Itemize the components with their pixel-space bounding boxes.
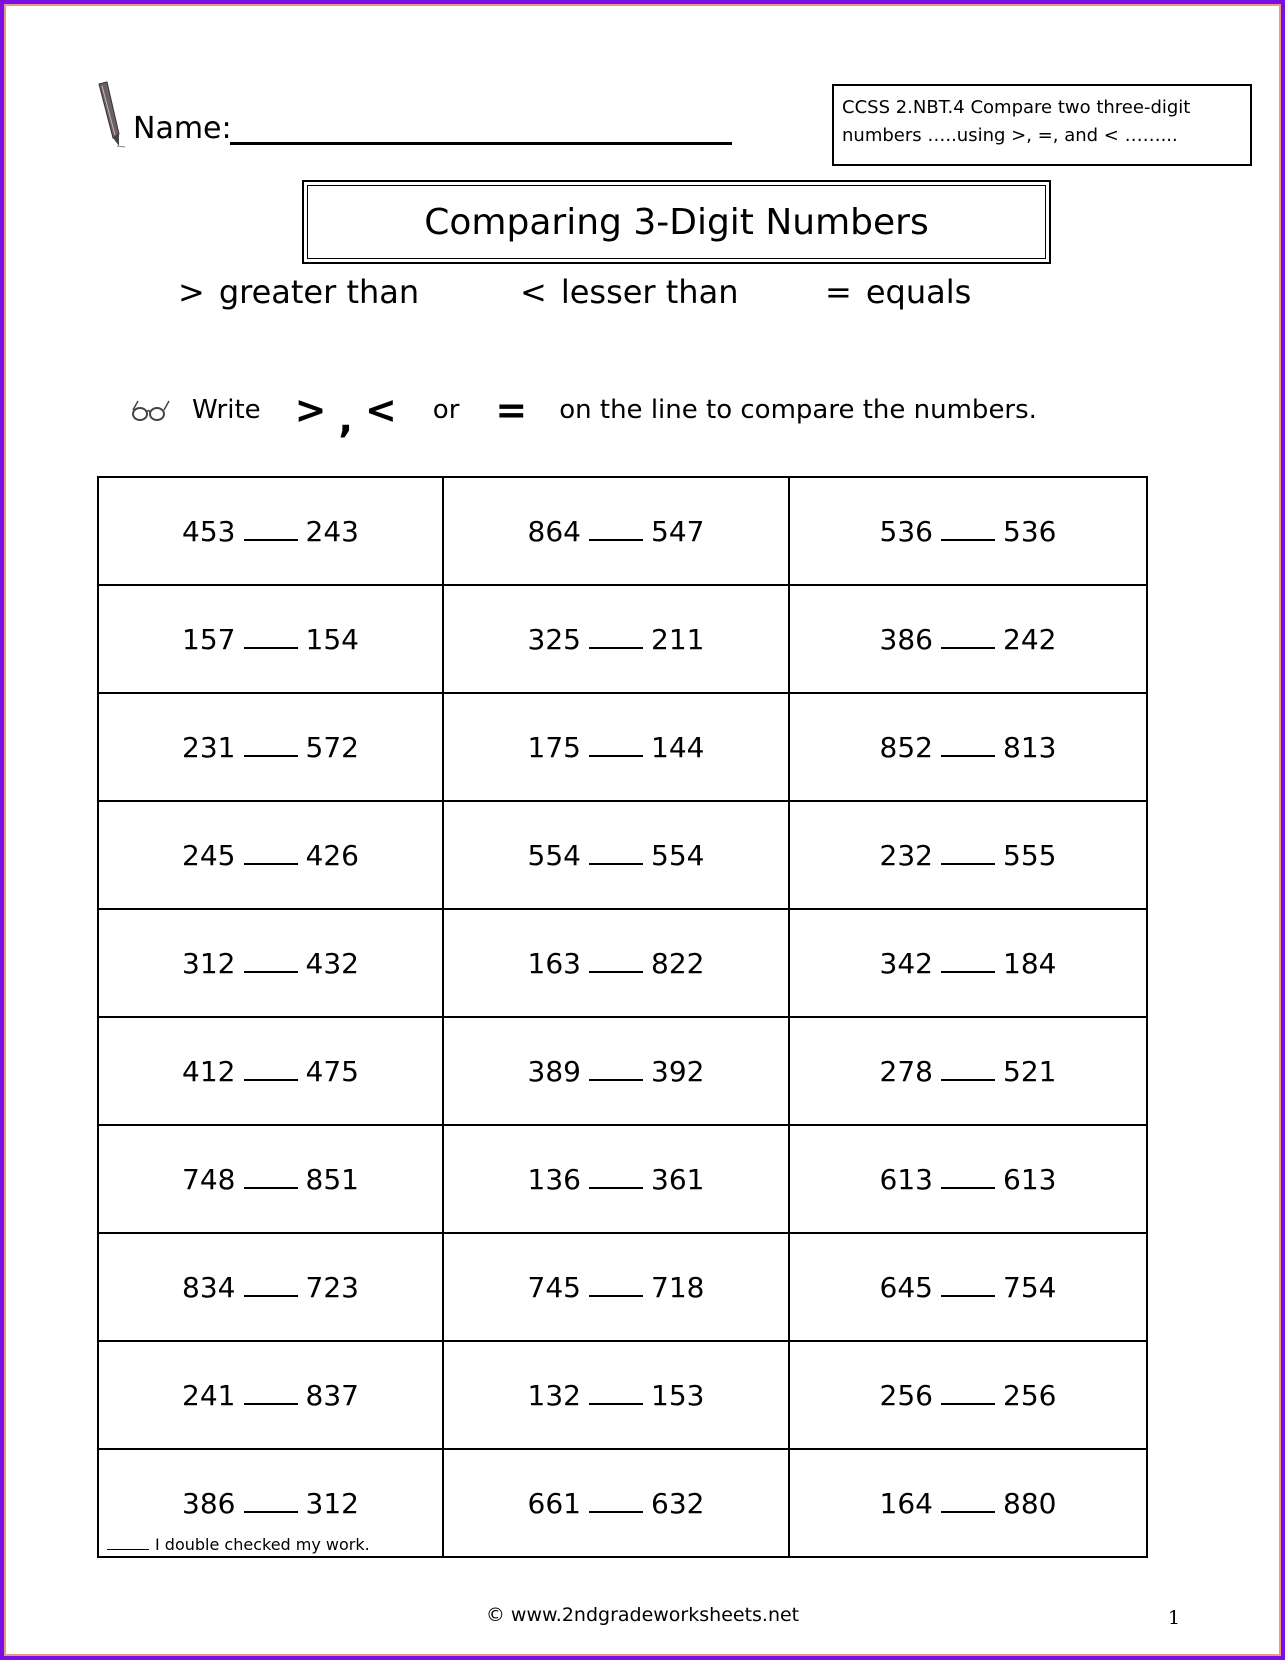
answer-blank[interactable] — [941, 1489, 995, 1513]
right-number: 718 — [651, 1270, 705, 1304]
problem-cell — [443, 1449, 789, 1557]
answer-blank[interactable] — [589, 1057, 643, 1081]
standard-text-line2: numbers …..using >, =, and < ……... — [842, 125, 1178, 146]
left-number: 852 — [879, 730, 933, 764]
answer-blank[interactable] — [244, 1381, 298, 1405]
left-number: 536 — [879, 514, 933, 548]
answer-blank[interactable] — [589, 733, 643, 757]
left-number: 864 — [527, 514, 581, 548]
legend-lesser — [520, 272, 738, 312]
problem-cell — [443, 1341, 789, 1449]
right-number: 256 — [1003, 1378, 1057, 1412]
left-number: 661 — [527, 1486, 581, 1520]
right-number: 243 — [305, 514, 359, 548]
right-number: 184 — [1003, 946, 1057, 980]
left-number: 748 — [182, 1162, 236, 1196]
problem-cell — [443, 909, 789, 1017]
answer-blank[interactable] — [244, 949, 298, 973]
problem-cell — [789, 1125, 1147, 1233]
table-row — [98, 1341, 1147, 1449]
equals-symbol: = — [825, 273, 852, 311]
left-number: 342 — [879, 946, 933, 980]
instruction-write: Write — [192, 395, 261, 425]
problem-cell — [98, 1341, 443, 1449]
problem-cell — [98, 1233, 443, 1341]
problem-cell — [789, 909, 1147, 1017]
left-number: 163 — [527, 946, 581, 980]
right-number: 211 — [651, 622, 705, 656]
problem-cell — [443, 477, 789, 585]
left-number: 175 — [527, 730, 581, 764]
right-number: 572 — [305, 730, 359, 764]
right-number: 144 — [651, 730, 705, 764]
left-number: 256 — [879, 1378, 933, 1412]
answer-blank[interactable] — [244, 625, 298, 649]
right-number: 813 — [1003, 730, 1057, 764]
left-number: 386 — [182, 1486, 236, 1520]
problem-cell — [98, 909, 443, 1017]
left-number: 231 — [182, 730, 236, 764]
right-number: 555 — [1003, 838, 1057, 872]
table-row — [98, 801, 1147, 909]
left-number: 157 — [182, 622, 236, 656]
problem-cell — [789, 1233, 1147, 1341]
answer-blank[interactable] — [589, 1273, 643, 1297]
table-row — [98, 909, 1147, 1017]
instruction-comma: , — [338, 397, 353, 441]
name-label: Name: — [133, 111, 232, 146]
glasses-icon — [130, 398, 170, 422]
right-number: 536 — [1003, 514, 1057, 548]
standard-text-line1: CCSS 2.NBT.4 Compare two three-digit — [842, 97, 1191, 118]
answer-blank[interactable] — [244, 1489, 298, 1513]
double-check-row — [107, 1535, 370, 1554]
problem-cell — [443, 585, 789, 693]
problem-cell — [443, 1017, 789, 1125]
problem-cell — [443, 801, 789, 909]
answer-blank[interactable] — [244, 1165, 298, 1189]
problem-cell — [789, 801, 1147, 909]
left-number: 412 — [182, 1054, 236, 1088]
left-number: 554 — [527, 838, 581, 872]
name-input-line[interactable] — [230, 142, 732, 145]
right-number: 432 — [305, 946, 359, 980]
instruction-lesser-symbol: < — [364, 388, 397, 432]
left-number: 132 — [527, 1378, 581, 1412]
left-number: 241 — [182, 1378, 236, 1412]
table-row — [98, 693, 1147, 801]
answer-blank[interactable] — [244, 517, 298, 541]
lesser-label: lesser than — [560, 273, 739, 311]
answer-blank[interactable] — [941, 949, 995, 973]
equals-label: equals — [865, 273, 972, 311]
right-number: 613 — [1003, 1162, 1057, 1196]
legend-equals — [825, 272, 971, 312]
answer-blank[interactable] — [244, 1057, 298, 1081]
left-number: 453 — [182, 514, 236, 548]
answer-blank[interactable] — [589, 625, 643, 649]
standard-box — [832, 84, 1252, 166]
problem-cell — [443, 1125, 789, 1233]
problem-cell — [443, 1233, 789, 1341]
left-number: 278 — [879, 1054, 933, 1088]
double-check-text: I double checked my work. — [155, 1535, 370, 1554]
left-number: 164 — [879, 1486, 933, 1520]
answer-blank[interactable] — [589, 1381, 643, 1405]
instruction-text: on the line to compare the numbers. — [559, 395, 1037, 425]
right-number: 392 — [651, 1054, 705, 1088]
right-number: 521 — [1003, 1054, 1057, 1088]
problem-cell — [789, 477, 1147, 585]
instruction-equals-symbol: = — [495, 388, 528, 432]
table-row — [98, 1233, 1147, 1341]
left-number: 245 — [182, 838, 236, 872]
problem-cell — [789, 693, 1147, 801]
left-number: 613 — [879, 1162, 933, 1196]
answer-blank[interactable] — [244, 841, 298, 865]
right-number: 426 — [305, 838, 359, 872]
table-row — [98, 1125, 1147, 1233]
name-row — [95, 80, 735, 150]
answer-blank[interactable] — [589, 517, 643, 541]
right-number: 837 — [305, 1378, 359, 1412]
left-number: 136 — [527, 1162, 581, 1196]
right-number: 547 — [651, 514, 705, 548]
instruction-or: or — [432, 395, 460, 425]
double-check-line[interactable] — [107, 1549, 149, 1550]
legend-greater — [178, 272, 419, 312]
title-box — [302, 180, 1051, 264]
left-number: 745 — [527, 1270, 581, 1304]
right-number: 822 — [651, 946, 705, 980]
answer-blank[interactable] — [589, 949, 643, 973]
answer-blank[interactable] — [941, 517, 995, 541]
problem-cell — [98, 1125, 443, 1233]
answer-blank[interactable] — [941, 625, 995, 649]
problem-cell — [443, 693, 789, 801]
problem-cell — [98, 585, 443, 693]
right-number: 153 — [651, 1378, 705, 1412]
answer-blank[interactable] — [941, 1381, 995, 1405]
left-number: 325 — [527, 622, 581, 656]
answer-blank[interactable] — [941, 1165, 995, 1189]
problem-cell — [98, 693, 443, 801]
problem-cell — [789, 1341, 1147, 1449]
problems-table — [97, 476, 1148, 1558]
answer-blank[interactable] — [589, 1489, 643, 1513]
left-number: 386 — [879, 622, 933, 656]
left-number: 645 — [879, 1270, 933, 1304]
instructions — [130, 385, 1090, 441]
right-number: 361 — [651, 1162, 705, 1196]
left-number: 232 — [879, 838, 933, 872]
right-number: 880 — [1003, 1486, 1057, 1520]
answer-blank[interactable] — [941, 733, 995, 757]
right-number: 723 — [305, 1270, 359, 1304]
problem-cell — [789, 585, 1147, 693]
page-title: Comparing 3-Digit Numbers — [307, 185, 1046, 259]
left-number: 389 — [527, 1054, 581, 1088]
answer-blank[interactable] — [589, 1165, 643, 1189]
right-number: 154 — [305, 622, 359, 656]
answer-blank[interactable] — [941, 841, 995, 865]
answer-blank[interactable] — [941, 1057, 995, 1081]
right-number: 312 — [305, 1486, 359, 1520]
pencil-icon — [95, 80, 125, 150]
answer-blank[interactable] — [589, 841, 643, 865]
problem-cell — [98, 801, 443, 909]
problem-cell — [98, 1017, 443, 1125]
left-number: 834 — [182, 1270, 236, 1304]
lesser-symbol: < — [520, 273, 547, 311]
table-row — [98, 585, 1147, 693]
answer-blank[interactable] — [941, 1273, 995, 1297]
right-number: 851 — [305, 1162, 359, 1196]
right-number: 754 — [1003, 1270, 1057, 1304]
problem-cell — [98, 477, 443, 585]
problem-cell — [789, 1017, 1147, 1125]
table-row — [98, 1017, 1147, 1125]
greater-symbol: > — [178, 273, 205, 311]
right-number: 475 — [305, 1054, 359, 1088]
problem-cell — [789, 1449, 1147, 1557]
right-number: 554 — [651, 838, 705, 872]
copyright: © www.2ndgradeworksheets.net — [485, 1604, 800, 1626]
right-number: 242 — [1003, 622, 1057, 656]
greater-label: greater than — [218, 273, 420, 311]
instruction-greater-symbol: > — [294, 388, 327, 432]
page-number: 1 — [1168, 1607, 1181, 1629]
table-row — [98, 477, 1147, 585]
answer-blank[interactable] — [244, 1273, 298, 1297]
answer-blank[interactable] — [244, 733, 298, 757]
right-number: 632 — [651, 1486, 705, 1520]
left-number: 312 — [182, 946, 236, 980]
